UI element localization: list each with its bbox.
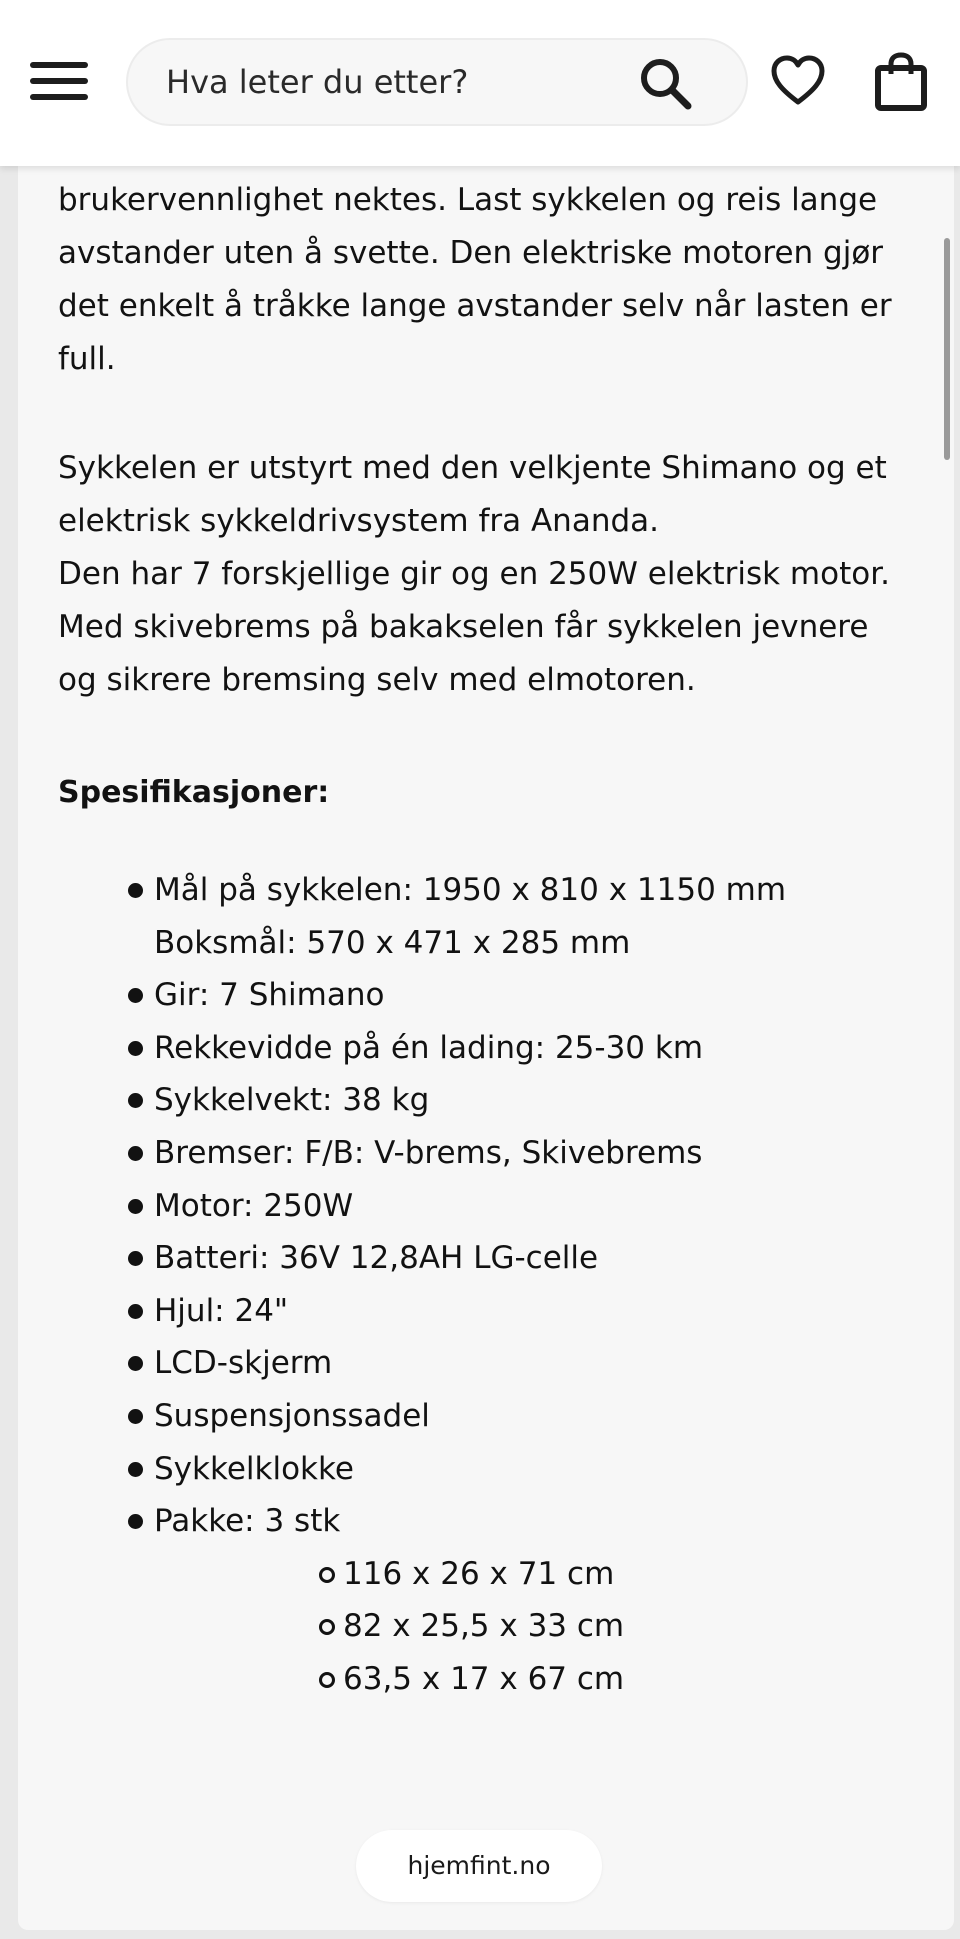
spec-text: Mål på sykkelen: 1950 x 810 x 1150 mm bbox=[154, 872, 787, 908]
bullet-icon bbox=[128, 988, 143, 1003]
spec-text: Boksmål: 570 x 471 x 285 mm bbox=[154, 924, 631, 961]
package-text: 116 x 26 x 71 cm bbox=[343, 1555, 615, 1592]
spec-text: Hjul: 24" bbox=[154, 1292, 289, 1329]
shopping-bag-icon[interactable] bbox=[874, 52, 928, 112]
spec-item bbox=[58, 1180, 786, 1233]
spec-item-continuation bbox=[58, 917, 786, 970]
spec-text: Rekkevidde på én lading: 25-30 km bbox=[154, 1029, 704, 1066]
spec-text: Batteri: 36V 12,8AH LG-celle bbox=[154, 1240, 599, 1277]
domain-label[interactable]: hjemfint.no bbox=[356, 1830, 602, 1902]
search-icon[interactable] bbox=[636, 54, 696, 114]
product-description bbox=[18, 160, 954, 1930]
hamburger-menu-icon[interactable] bbox=[30, 62, 90, 102]
spec-list bbox=[58, 864, 786, 1706]
spec-text: Bremser: F/B: V-brems, Skivebrems bbox=[154, 1134, 703, 1171]
spec-text: Motor: 250W bbox=[154, 1187, 354, 1224]
scrollbar[interactable] bbox=[944, 238, 950, 460]
spec-item bbox=[58, 1232, 786, 1285]
spec-item bbox=[58, 1074, 786, 1127]
text-line: avstander uten å svette. Den elektriske motoren gjør bbox=[58, 235, 884, 271]
text-line: elektrisk sykkeldrivsystem fra Ananda. bbox=[58, 503, 660, 539]
text-line: brukervennlighet nektes. Last sykkelen og reis lange bbox=[58, 182, 878, 218]
bullet-icon bbox=[128, 1251, 143, 1266]
description-paragraph-2 bbox=[58, 442, 938, 707]
package-item bbox=[154, 1653, 786, 1706]
spec-item bbox=[58, 1495, 786, 1705]
spec-text: Suspensjonssadel bbox=[154, 1397, 430, 1434]
circle-bullet-icon bbox=[319, 1567, 335, 1583]
circle-bullet-icon bbox=[319, 1672, 335, 1688]
top-bar bbox=[0, 0, 960, 166]
bullet-icon bbox=[128, 1146, 143, 1161]
spec-item bbox=[58, 864, 786, 917]
text-line: Sykkelen er utstyrt med den velkjente Shimano og et bbox=[58, 450, 887, 486]
spec-item bbox=[58, 1127, 786, 1180]
bullet-icon bbox=[128, 1356, 143, 1371]
bullet-icon bbox=[128, 1304, 143, 1319]
circle-bullet-icon bbox=[319, 1619, 335, 1635]
search-input[interactable] bbox=[166, 40, 626, 124]
bullet-icon bbox=[128, 1093, 143, 1108]
package-text: 63,5 x 17 x 67 cm bbox=[343, 1660, 625, 1697]
package-text: 82 x 25,5 x 33 cm bbox=[343, 1608, 625, 1645]
package-item bbox=[154, 1548, 786, 1601]
spec-item bbox=[58, 969, 786, 1022]
spec-text: Pakke: 3 stk bbox=[154, 1503, 341, 1540]
spec-text: Gir: 7 Shimano bbox=[154, 977, 385, 1014]
bullet-icon bbox=[128, 1199, 143, 1214]
spec-item bbox=[58, 1390, 786, 1443]
text-line: Med skivebrems på bakakselen får sykkelen jevnere bbox=[58, 609, 869, 645]
text-line: og sikrere bremsing selv med elmotoren. bbox=[58, 662, 696, 698]
spec-item bbox=[58, 1443, 786, 1496]
bullet-icon bbox=[128, 1041, 143, 1056]
description-paragraph-1 bbox=[58, 174, 938, 386]
spec-item bbox=[58, 1022, 786, 1075]
specs-heading: Spesifikasjoner: bbox=[58, 775, 330, 810]
bullet-icon bbox=[128, 1409, 143, 1424]
bullet-icon bbox=[128, 883, 143, 898]
spec-text: LCD-skjerm bbox=[154, 1345, 333, 1382]
bullet-icon bbox=[128, 1514, 143, 1529]
spec-item bbox=[58, 1285, 786, 1338]
text-line: det enkelt å tråkke lange avstander selv når lasten er bbox=[58, 288, 892, 324]
package-item bbox=[154, 1600, 786, 1653]
package-list bbox=[154, 1548, 786, 1706]
heart-icon[interactable] bbox=[770, 54, 826, 110]
search-bar[interactable] bbox=[126, 38, 748, 126]
spec-text: Sykkelklokke bbox=[154, 1450, 354, 1487]
bullet-icon bbox=[128, 1462, 143, 1477]
spec-item bbox=[58, 1337, 786, 1390]
text-line: Den har 7 forskjellige gir og en 250W elektrisk motor. bbox=[58, 556, 890, 592]
text-line: full. bbox=[58, 341, 116, 377]
spec-text: Sykkelvekt: 38 kg bbox=[154, 1082, 430, 1119]
